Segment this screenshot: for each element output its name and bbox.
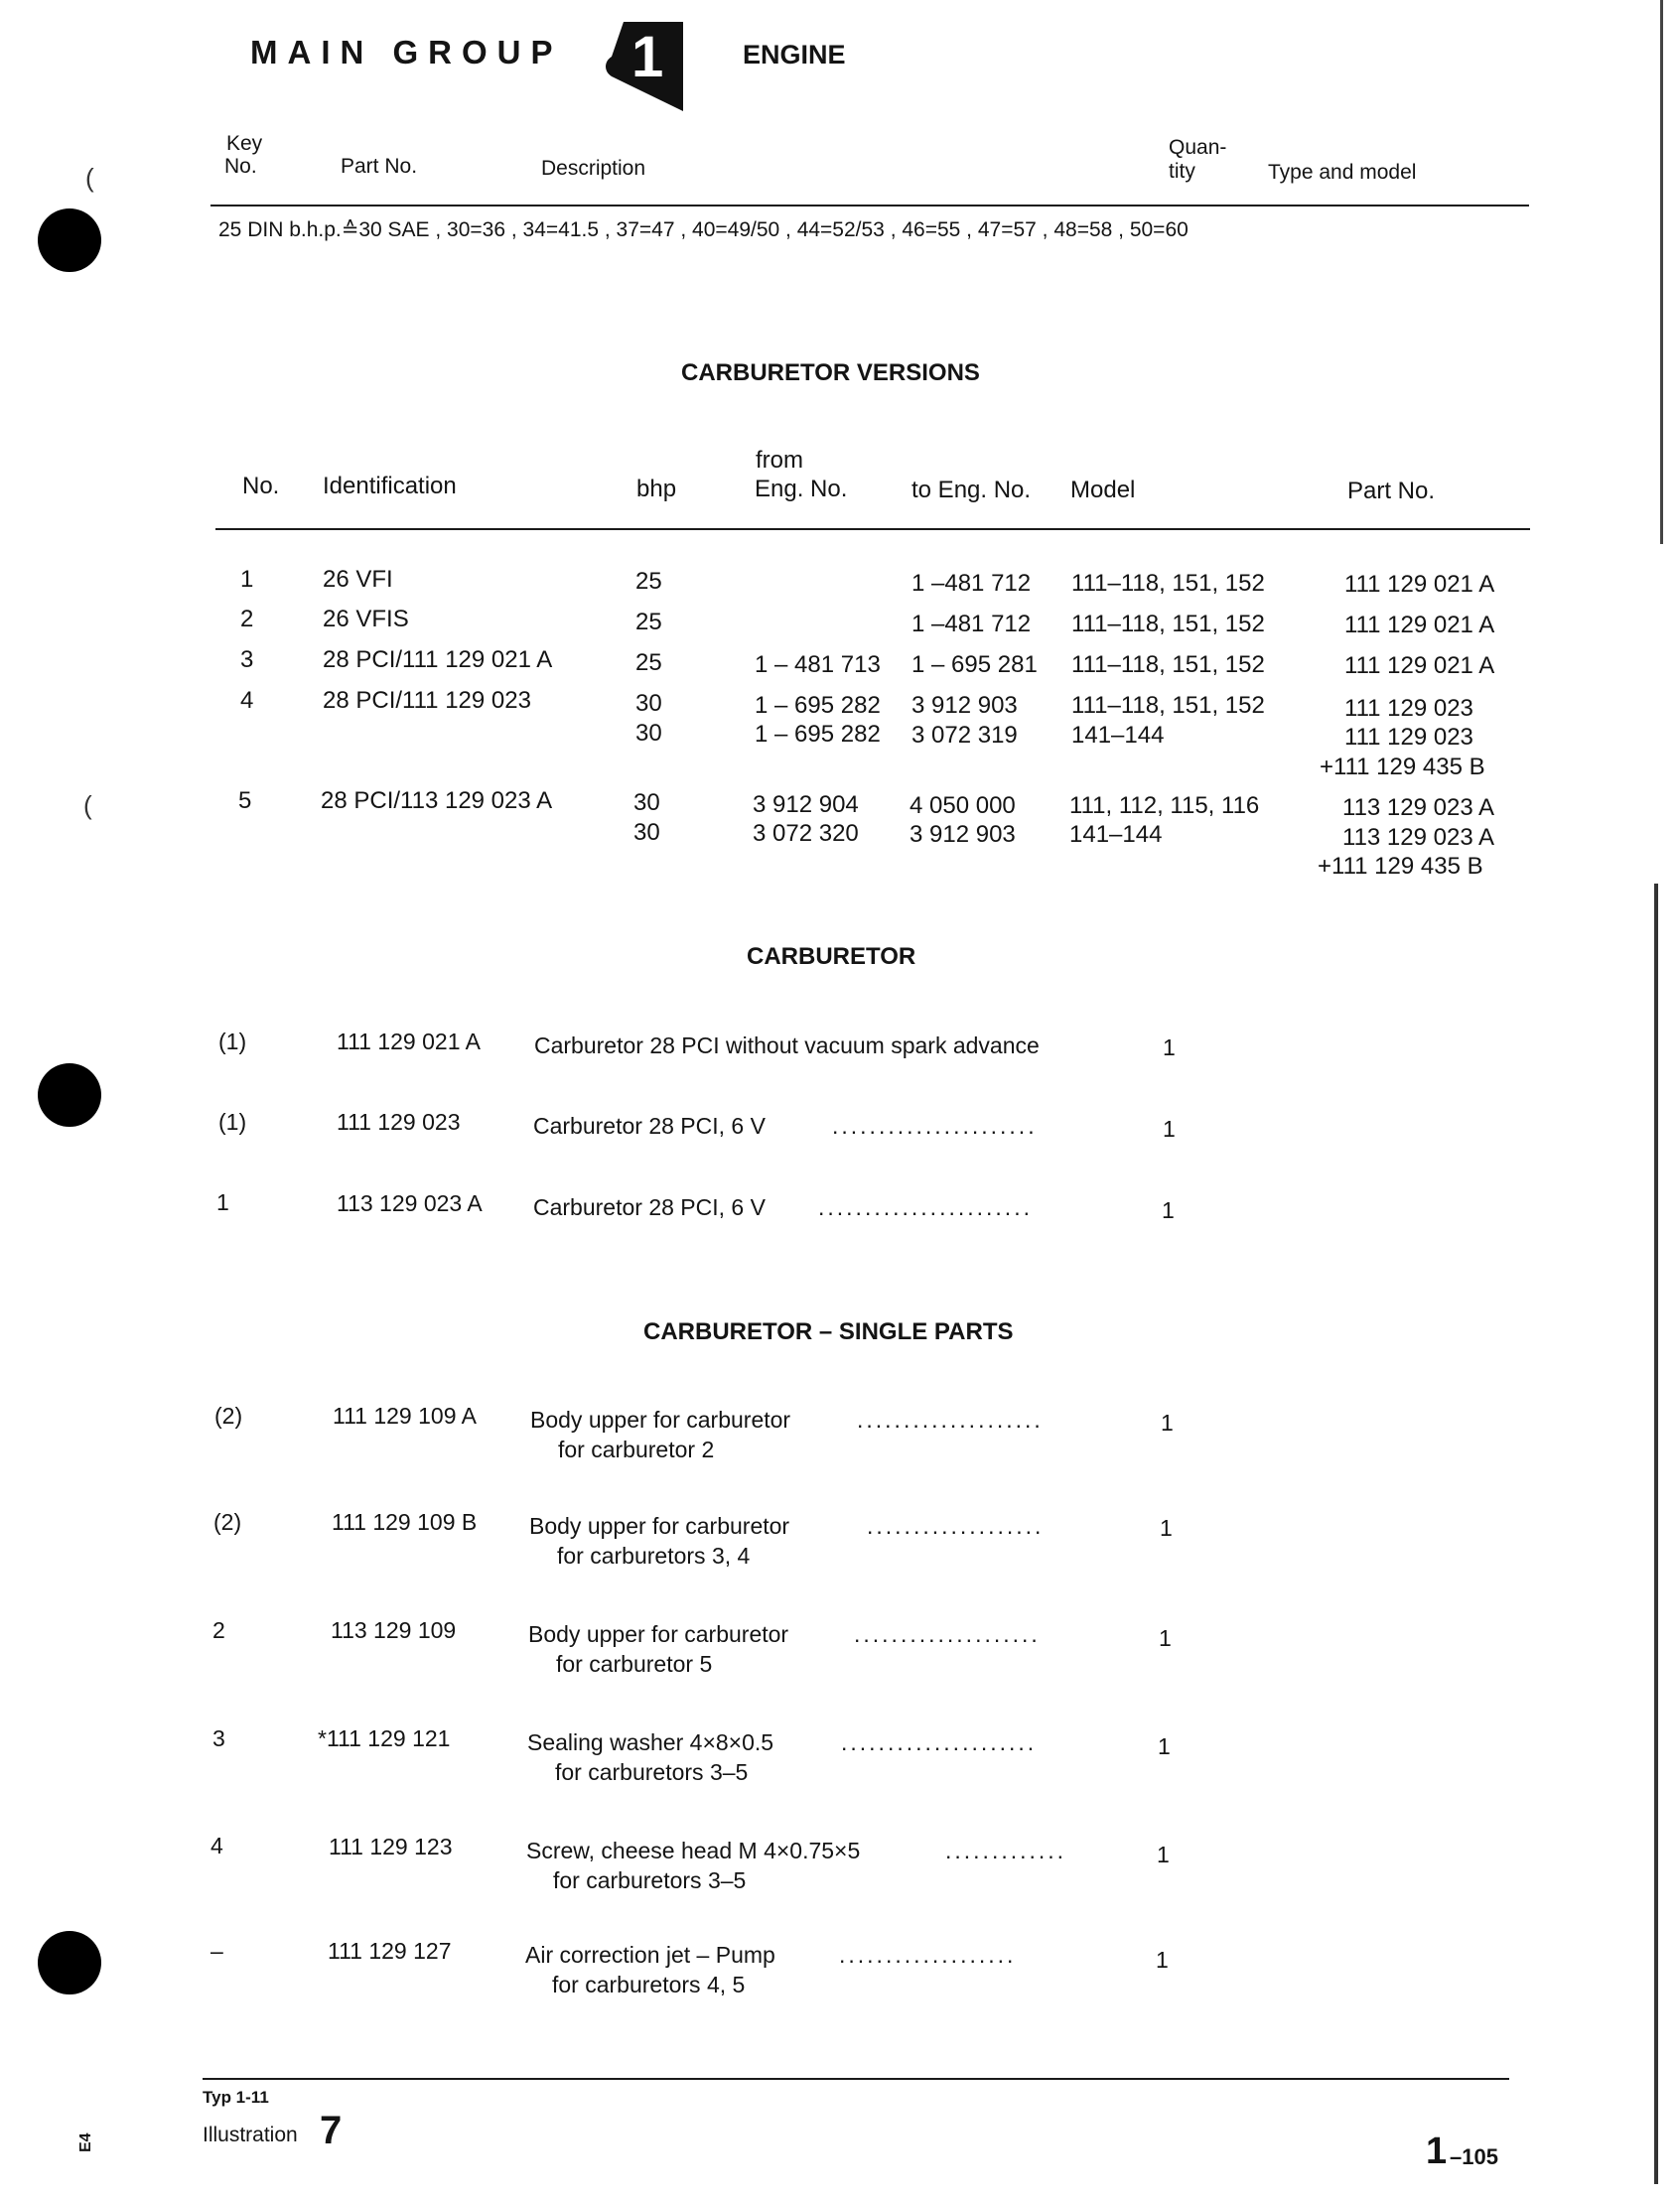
version-model: 111–118, 151, 152	[1071, 611, 1265, 637]
col-key-no-line1: Key	[226, 132, 263, 155]
single-part-subnote: for carburetor 2	[558, 1437, 715, 1462]
version-to-eng: 3 912 903	[910, 821, 1016, 848]
versions-hdr-model: Model	[1070, 477, 1136, 503]
versions-hdr-from: from	[756, 447, 803, 474]
version-no: 1	[240, 566, 254, 593]
carburetor-part-no: 111 129 021 A	[337, 1029, 481, 1054]
single-part-subnote: for carburetors 3–5	[553, 1867, 747, 1893]
single-part-quantity: 1	[1161, 1410, 1174, 1436]
version-part-no: 111 129 021 A	[1344, 652, 1495, 679]
single-part-subnote: for carburetors 3, 4	[557, 1543, 751, 1569]
single-part-quantity: 1	[1158, 1733, 1171, 1759]
carburetor-title: CARBURETOR	[747, 943, 916, 970]
version-no: 3	[240, 646, 254, 673]
single-part-key-no: (2)	[214, 1403, 243, 1429]
carburetor-quantity: 1	[1163, 1116, 1176, 1142]
single-part-key-no: –	[210, 1938, 223, 1964]
single-part-leader-dots: ...................	[867, 1513, 1045, 1539]
margin-mark-paren: (	[85, 163, 94, 193]
punch-hole-top	[38, 208, 101, 272]
version-bhp: 30	[633, 819, 660, 846]
single-part-subnote: for carburetors 4, 5	[552, 1972, 746, 1997]
col-quantity-line1: Quan-	[1169, 136, 1227, 159]
carburetor-leader-dots: ......................	[832, 1113, 1038, 1139]
punch-hole-bottom	[38, 1931, 101, 1994]
carburetor-description: Carburetor 28 PCI without vacuum spark advance	[534, 1032, 1040, 1058]
single-part-description: Screw, cheese head M 4×0.75×5	[526, 1838, 861, 1863]
version-identification: 26 VFI	[323, 566, 393, 593]
version-no: 2	[240, 606, 254, 632]
version-to-eng: 3 912 903	[911, 692, 1018, 719]
carburetor-key-no: (1)	[218, 1029, 247, 1054]
single-part-subnote: for carburetors 3–5	[555, 1759, 749, 1785]
single-part-key-no: 2	[212, 1617, 225, 1643]
single-part-part-no: *111 129 121	[318, 1725, 451, 1751]
margin-mark-paren: (	[83, 790, 92, 820]
version-from-eng: 3 912 904	[753, 791, 859, 818]
versions-hdr-to-eng: to Eng. No.	[911, 477, 1032, 503]
carburetor-part-no: 113 129 023 A	[337, 1190, 483, 1216]
version-to-eng: 4 050 000	[910, 792, 1016, 819]
scan-edge-line	[1660, 0, 1663, 544]
version-bhp: 30	[633, 789, 660, 816]
version-part-no: +111 129 435 B	[1320, 754, 1485, 780]
version-from-eng: 1 – 695 282	[755, 721, 881, 748]
version-no: 4	[240, 687, 254, 714]
illustration-number: 7	[320, 2109, 343, 2152]
carburetor-part-no: 111 129 023	[337, 1109, 461, 1135]
punch-hole-middle	[38, 1063, 101, 1127]
carburetor-leader-dots: .......................	[818, 1194, 1033, 1220]
page-number-minor: –105	[1450, 2144, 1498, 2169]
col-key-no-line2: No.	[224, 155, 257, 178]
versions-header-rule	[215, 528, 1530, 530]
versions-hdr-no: No.	[242, 473, 280, 499]
version-bhp: 25	[635, 609, 662, 635]
single-part-key-no: 3	[212, 1725, 225, 1751]
versions-hdr-from-eng: Eng. No.	[755, 476, 848, 502]
col-description: Description	[541, 157, 646, 180]
col-type-model: Type and model	[1268, 161, 1417, 184]
single-part-description: Air correction jet – Pump	[525, 1942, 775, 1968]
group-number: 1	[631, 25, 664, 89]
version-to-eng: 1 –481 712	[911, 570, 1032, 597]
single-part-description: Sealing washer 4×8×0.5	[527, 1729, 774, 1755]
single-part-quantity: 1	[1160, 1515, 1173, 1541]
version-model: 111–118, 151, 152	[1071, 570, 1265, 597]
version-from-eng: 1 – 481 713	[755, 651, 881, 678]
single-part-description: Body upper for carburetor	[530, 1407, 791, 1433]
version-part-no: 113 129 023 A	[1342, 794, 1495, 821]
page-number-major: 1	[1426, 2130, 1448, 2172]
single-part-leader-dots: .....................	[841, 1729, 1038, 1755]
single-part-key-no: 4	[210, 1833, 223, 1858]
version-to-eng: 1 – 695 281	[911, 651, 1038, 678]
version-part-no: 111 129 021 A	[1344, 571, 1495, 598]
version-from-eng: 3 072 320	[753, 820, 859, 847]
version-bhp: 25	[635, 568, 662, 595]
version-model: 141–144	[1069, 821, 1163, 848]
single-part-leader-dots: ....................	[854, 1621, 1041, 1647]
single-part-part-no: 113 129 109	[331, 1617, 457, 1643]
version-identification: 28 PCI/111 129 021 A	[323, 646, 553, 673]
illustration-label: Illustration	[203, 2124, 298, 2146]
engine-label: ENGINE	[743, 40, 846, 69]
version-bhp: 30	[635, 720, 662, 747]
single-part-quantity: 1	[1156, 1947, 1169, 1973]
col-quantity-line2: tity	[1169, 160, 1195, 183]
carburetor-versions-title: CARBURETOR VERSIONS	[681, 359, 980, 386]
single-part-description: Body upper for carburetor	[528, 1621, 789, 1647]
version-identification: 26 VFIS	[323, 606, 409, 632]
version-identification: 28 PCI/111 129 023	[323, 687, 531, 714]
single-part-part-no: 111 129 123	[329, 1834, 453, 1859]
version-model: 111, 112, 115, 116	[1069, 792, 1260, 819]
single-part-part-no: 111 129 109 B	[332, 1509, 478, 1535]
version-part-no: 111 129 023	[1344, 724, 1473, 751]
single-part-key-no: (2)	[213, 1509, 242, 1535]
col-part-no: Part No.	[341, 155, 418, 178]
carburetor-quantity: 1	[1162, 1197, 1175, 1223]
version-model: 141–144	[1071, 722, 1165, 749]
version-bhp: 30	[635, 690, 662, 717]
scan-edge-line	[1654, 884, 1658, 2184]
margin-code: E4	[77, 2132, 94, 2152]
single-part-subnote: for carburetor 5	[556, 1651, 713, 1677]
version-model: 111–118, 151, 152	[1071, 692, 1265, 719]
single-part-leader-dots: ....................	[857, 1407, 1044, 1433]
version-part-no: 111 129 023	[1344, 695, 1473, 722]
versions-hdr-part-no: Part No.	[1347, 478, 1436, 504]
typ-label: Typ 1-11	[203, 2088, 269, 2107]
header-rule	[210, 205, 1529, 206]
version-part-no: +111 129 435 B	[1318, 853, 1483, 880]
version-to-eng: 1 –481 712	[911, 611, 1032, 637]
single-part-leader-dots: .............	[945, 1838, 1067, 1863]
version-no: 5	[238, 787, 252, 814]
carburetor-quantity: 1	[1163, 1034, 1176, 1060]
carburetor-key-no: (1)	[218, 1109, 247, 1135]
single-part-part-no: 111 129 127	[328, 1938, 452, 1964]
versions-hdr-bhp: bhp	[636, 476, 677, 502]
single-part-leader-dots: ...................	[839, 1942, 1017, 1968]
single-part-description: Body upper for carburetor	[529, 1513, 790, 1539]
carburetor-key-no: 1	[216, 1189, 229, 1215]
version-identification: 28 PCI/113 129 023 A	[321, 787, 553, 814]
versions-hdr-identification: Identification	[323, 473, 457, 499]
version-bhp: 25	[635, 649, 662, 676]
footer-rule	[203, 2078, 1509, 2080]
version-part-no: 113 129 023 A	[1342, 824, 1495, 851]
single-part-quantity: 1	[1157, 1842, 1170, 1867]
hp-conversion-note: 25 DIN b.h.p.≙30 SAE , 30=36 , 34=41.5 , 37=47 , 40=49/50 , 44=52/53 , 46=55 , 47=57 , 48=58 , 50=60	[218, 218, 1189, 241]
carburetor-description: Carburetor 28 PCI, 6 V	[533, 1194, 766, 1220]
single-part-part-no: 111 129 109 A	[333, 1403, 477, 1429]
single-part-quantity: 1	[1159, 1625, 1172, 1651]
single-parts-title: CARBURETOR – SINGLE PARTS	[643, 1318, 1014, 1345]
version-part-no: 111 129 021 A	[1344, 612, 1495, 638]
version-from-eng: 1 – 695 282	[755, 692, 881, 719]
main-group-title: MAIN GROUP	[250, 34, 563, 70]
carburetor-description: Carburetor 28 PCI, 6 V	[533, 1113, 766, 1139]
version-to-eng: 3 072 319	[911, 722, 1018, 749]
version-model: 111–118, 151, 152	[1071, 651, 1265, 678]
